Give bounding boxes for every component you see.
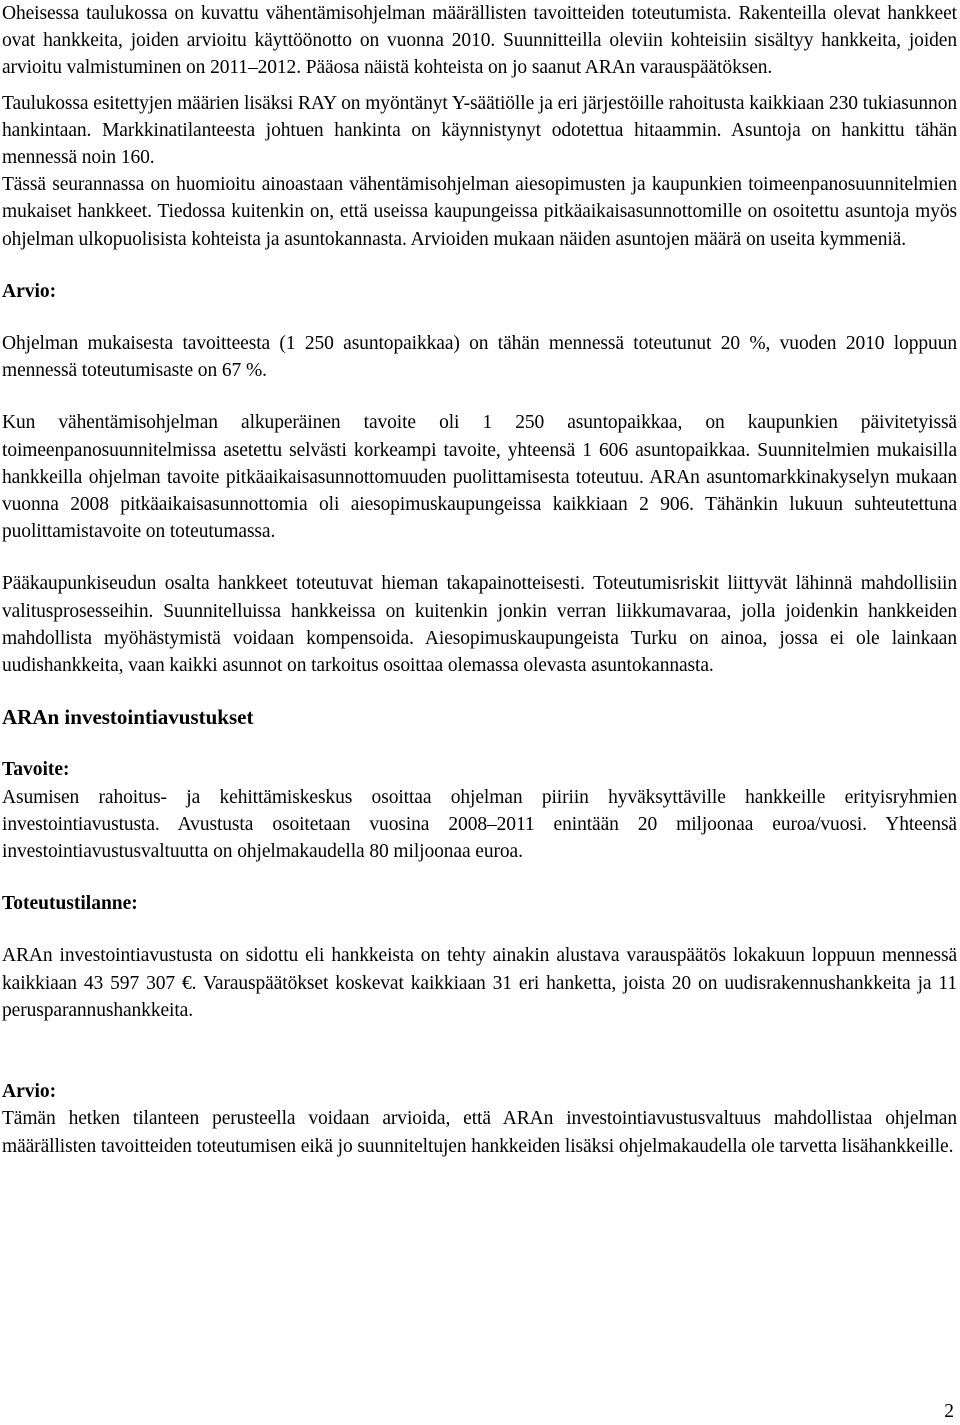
- paragraph-table-description: Oheisessa taulukossa on kuvattu vähentämisohjelman määrällisten tavoitteiden toteutumista. Rakenteilla olevat hankkeet ovat hankkeita, joiden arvioitu käyttöönotto on vuonna 2010. Suunnitteilla oleviin kohteisiin sisältyy hankkeita, joiden arvioitu valmistuminen on 2011–2012. Pääosa näistä kohteista on jo saanut ARAn varauspäätöksen.: [2, 3, 957, 79]
- document-page: [2, 0, 957, 1160]
- heading-arvio-1: Arvio:: [2, 280, 57, 302]
- heading-toteutustilanne: Toteutustilanne:: [2, 893, 138, 915]
- paragraph-capital-region: Pääkaupunkiseudun osalta hankkeet toteutuvat hieman takapainotteisesti. Toteutumisriskit liittyvät lähinnä mahdollisiin valitusprosesseihin. Suunnitelluissa hankkeissa on kuitenkin jonkin verran liikkumavaraa, jolla joidenkin hankkeiden mahdollista myöhästymistä voidaan kompensoida. Aiesopimuskaupungeista Turku on ainoa, jossa ei ole lainkaan uudishankkeita, vaan kaikki asunnot on tarkoitus osoittaa olemassa olevasta asuntokannasta.: [2, 573, 957, 677]
- paragraph-ray-funding: Taulukossa esitettyjen määrien lisäksi RAY on myöntänyt Y-säätiölle ja eri järjestöille rahoitusta kaikkiaan 230 tukiasunnon hankintaan. Markkinatilanteesta johtuen hankinta on käynnistynyt odotettua hitaammin. Asuntoja on hankittu tähän mennessä noin 160.: [2, 92, 957, 169]
- section-title-investment-grants: ARAn investointiavustukset: [2, 705, 254, 730]
- paragraph-grant-goal: Asumisen rahoitus- ja kehittämiskeskus osoittaa ohjelman piiriin hyväksyttäville hankkeille erityisryhmien investointiavustusta. Avustusta osoitetaan vuosina 2008–2011 enintään 20 miljoonaa euroa/vuosi. Yhteensä investointiavustusvaltuutta on ohjelmakaudella 80 miljoonaa euroa.: [2, 786, 957, 863]
- paragraph-grant-status: ARAn investointiavustusta on sidottu eli hankkeista on tehty ainakin alustava varauspäätös lokakuun loppuun mennessä kaikkiaan 43 597 307 €. Varauspäätökset koskevat kaikkiaan 31 eri hanketta, joista 20 on uudisrakennushankkeita ja 11 perusparannushankkeita.: [2, 945, 957, 1021]
- heading-arvio-2: Arvio:: [2, 1081, 57, 1103]
- page-number: 2: [944, 1401, 954, 1422]
- paragraph-grant-assessment: Tämän hetken tilanteen perusteella voidaan arvioida, että ARAn investointiavustusvaltuus mahdollistaa ohjelman määrällisten tavoitteiden toteutumisen eikä jo suunniteltujen hankkeiden lisäksi ohjelmakaudella ole tarvetta lisähankkeille.: [2, 1108, 957, 1157]
- paragraph-updated-targets: Kun vähentämisohjelman alkuperäinen tavoite oli 1 250 asuntopaikkaa, on kaupunkien päivitetyissä toimeenpanosuunnitelmissa asetettu selvästi korkeampi tavoite, yhteensä 1 606 asuntopaikkaa. Suunnitelmien mukaisilla hankkeilla ohjelman tavoite pitkäaikaisasunnottomuuden puolittamisesta toteutuu. ARAn asuntomarkkinakyselyn mukaan vuonna 2008 pitkäaikaisasunnottomia oli aiesopimuskaupungeissa kaikkiaan 2 906. Tähänkin lukuun suhteutettuna puolittamistavoite on toteutumassa.: [2, 412, 957, 543]
- heading-tavoite: Tavoite:: [2, 759, 70, 781]
- paragraph-target-progress: Ohjelman mukaisesta tavoitteesta (1 250 asuntopaikkaa) on tähän mennessä toteutunut 20 %, vuoden 2010 loppuun mennessä toteutumisaste on 67 %.: [2, 333, 957, 382]
- paragraph-monitoring-scope: Tässä seurannassa on huomioitu ainoastaan vähentämisohjelman aiesopimusten ja kaupunkien toimeenpanosuunnitelmien mukaiset hankkeet. Tiedossa kuitenkin on, että useissa kaupungeissa pitkäaikaisasunnottomille on osoitettu asuntoja myös ohjelman ulkopuolisista kohteista ja asuntokannasta. Arvioiden mukaan näiden asuntojen määrä on useita kymmeniä.: [2, 174, 957, 250]
